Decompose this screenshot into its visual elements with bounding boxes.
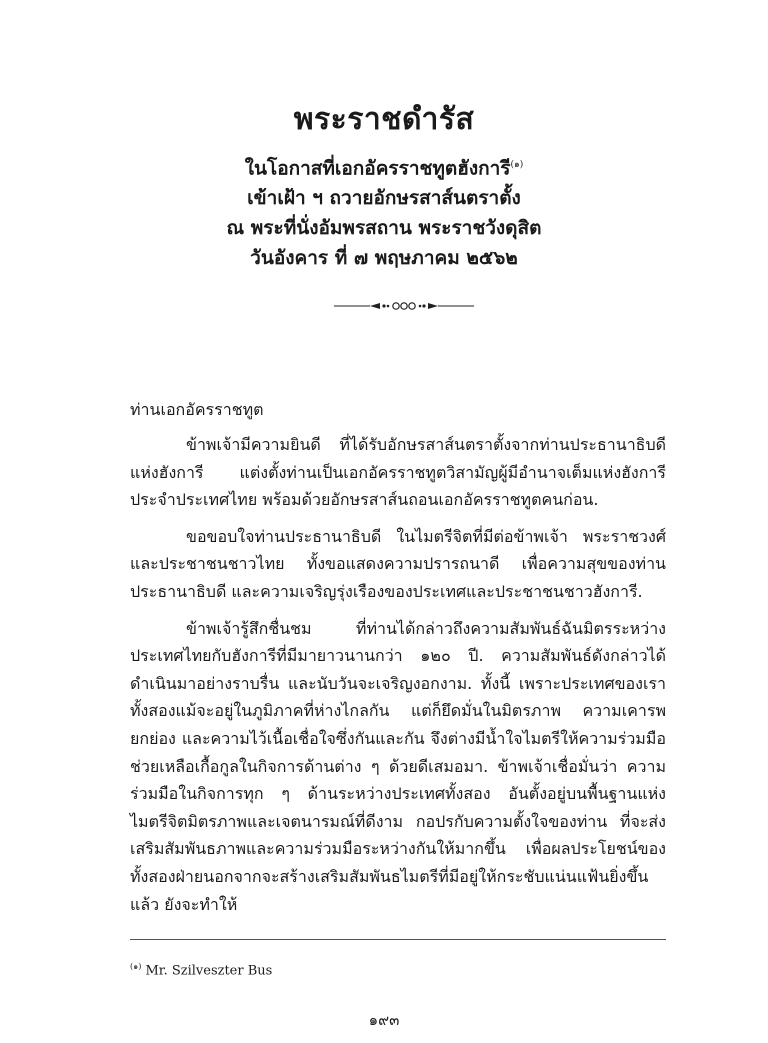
footnote-text: Mr. Szilveszter Bus [145, 963, 273, 979]
paragraph: ข้าพเจ้ามีความยินดี ที่ได้รับอักษรสาส์นตราตั้งจากท่านประธานาธิบดีแห่งฮังการี แต่งตั้งท่านเป็นเอกอัครราชทูตวิสามัญผู้มีอำนาจเต็มแห่งฮังการีประจำประเทศไทย พร้อมด้วยอักษรสาส์นถอนเอกอัครราชทูตคนก่อน. [130, 435, 666, 510]
salutation: ท่านเอกอัครราชทูต [130, 400, 264, 419]
occasion-line-3: ณ พระที่นั่งอัมพรสถาน พระราชวังดุสิต [226, 217, 542, 240]
page-title: พระราชดำรัส [293, 102, 475, 137]
footnote-marker: (๑) [130, 962, 142, 971]
speech-body [130, 431, 666, 927]
occasion-line-2: เข้าเฝ้า ฯ ถวายอักษรสาส์นตราตั้ง [247, 187, 521, 210]
footnote-divider [130, 939, 666, 940]
paragraph: ขอขอบใจท่านประธานาธิบดี ในไมตรีจิตที่มีต่อข้าพเจ้า พระราชวงศ์และประชาชนชาวไทย ทั้งขอแสดงความปรารถนาดี เพื่อความสุขของท่านประธานาธิบดี และความเจริญรุ่งเรืองของประเทศและประชาชนชาวฮังการี. [130, 526, 666, 601]
footnote-reference: (๑) [510, 160, 524, 170]
paragraph: ข้าพเจ้ารู้สึกชื่นชม ที่ท่านได้กล่าวถึงความสัมพันธ์ฉันมิตรระหว่างประเทศไทยกับฮังการีที่มีมายาวนานกว่า ๑๒๐ ปี. ความสัมพันธ์ดังกล่าวได้ดำเนินมาอย่างราบรื่น และนับวันจะเจริญงอกงาม. ทั้งนี้ เพราะประเทศของเราทั้งสองแม้จะอยู่ในภูมิภาคที่ห่างไกลกัน แต่ก็ยึดมั่นในมิตรภาพ ความเคารพยกย่อง และความไว้เนื้อเชื่อใจซึ่งกันและกัน จึงต่างมีน้ำใจไมตรีให้ความร่วมมือช่วยเหลือเกื้อกูลในกิจการด้านต่าง ๆ ด้วยดีเสมอมา. ข้าพเจ้าเชื่อมั่นว่า ความร่วมมือในกิจการทุก ๆ ด้านระหว่างประเทศทั้งสอง อันตั้งอยู่บนพื้นฐานแห่งไมตรีจิตมิตรภาพและเจตนารมณ์ที่ดีงาม กอปรกับความตั้งใจของท่าน ที่จะส่งเสริมสัมพันธภาพและความร่วมมือระหว่างกันให้มากขึ้น เพื่อผลประโยชน์ของทั้งสองฝ่ายนอกจากจะสร้างเสริมสัมพันธไมตรีที่มีอยู่ให้กระชับแน่นแฟ้นยิ่งขึ้นแล้ว ยังจะทำให้ [130, 618, 666, 914]
occasion-heading [0, 150, 768, 273]
footnote [130, 960, 272, 978]
ornament-divider-icon [334, 298, 474, 314]
occasion-line-4: วันอังคาร ที่ ๗ พฤษภาคม ๒๕๖๒ [250, 247, 518, 270]
page-number: ๑๙๓ [368, 1011, 400, 1029]
occasion-line-1: ในโอกาสที่เอกอัครราชทูตฮังการี$^{(๑)}$ [244, 157, 524, 180]
